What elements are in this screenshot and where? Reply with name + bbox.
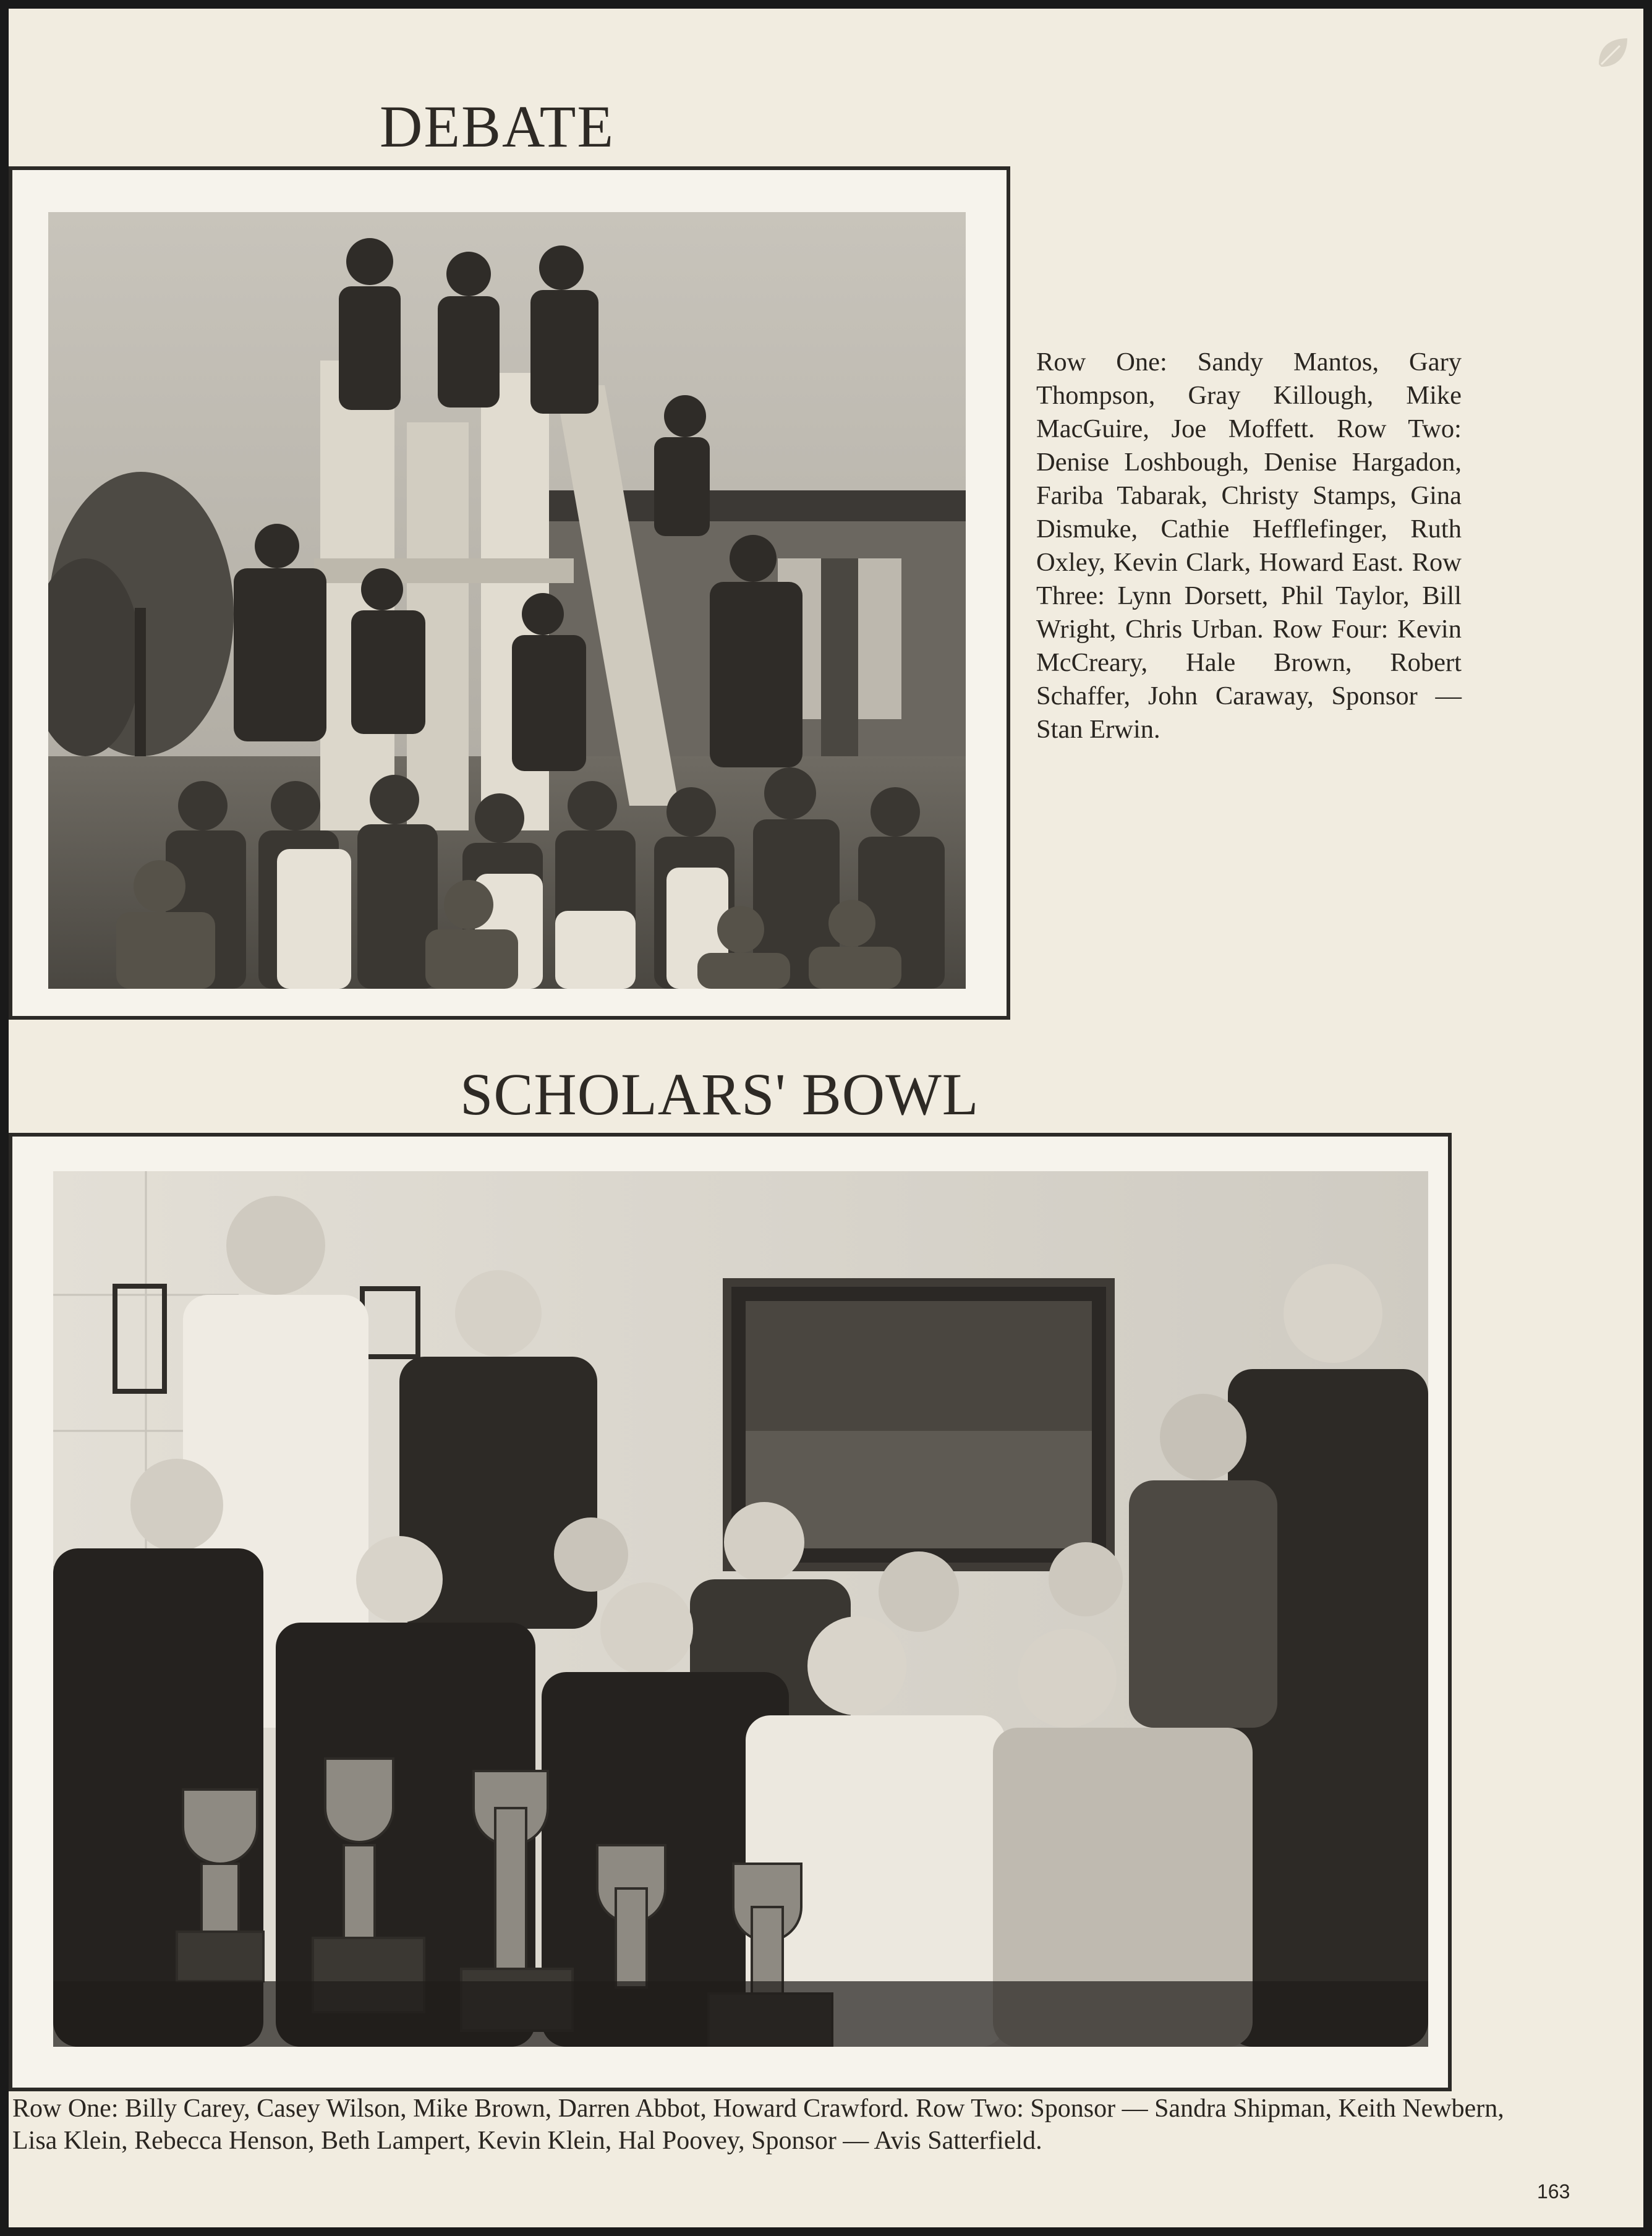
scholars-bowl-photo-frame xyxy=(9,1133,1452,2091)
scholars-bowl-group-photo xyxy=(53,1171,1428,2047)
yearbook-page xyxy=(9,9,1643,2227)
debate-photo-frame xyxy=(9,166,1010,1020)
debate-caption: Row One: Sandy Mantos, Gary Thompson, Gray Killough, Mike MacGuire, Joe Moffett. Row Two: Denise Loshbough, Denise Hargadon, Fariba Tabarak, Christy Stamps, Gina Dismuke, Cathie Hefflefinger, Ruth Oxley, Kevin Clark, Howard East. Row Three: Lynn Dorsett, Phil Taylor, Bill Wright, Chris Urban. Row Four: Kevin McCreary, Hale Brown, Robert Schaffer, John Caraway, Sponsor — Stan Erwin. xyxy=(1036,348,1462,744)
debate-heading: DEBATE xyxy=(380,93,615,160)
scholars-bowl-heading: SCHOLARS' BOWL xyxy=(460,1061,979,1127)
scholars-bowl-caption: Row One: Billy Carey, Casey Wilson, Mike Brown, Darren Abbot, Howard Crawford. Row Two: Sponsor — Sandra Shipman, Keith Newbern, Lisa Klein, Rebecca Henson, Beth Lampert, Kevin Klein, Hal Poovey, Sponsor — Avis Satterfield. xyxy=(12,2094,1504,2155)
page-number: 163 xyxy=(1537,2180,1570,2203)
debate-group-photo xyxy=(48,212,966,989)
corner-leaf-icon xyxy=(1593,33,1632,73)
